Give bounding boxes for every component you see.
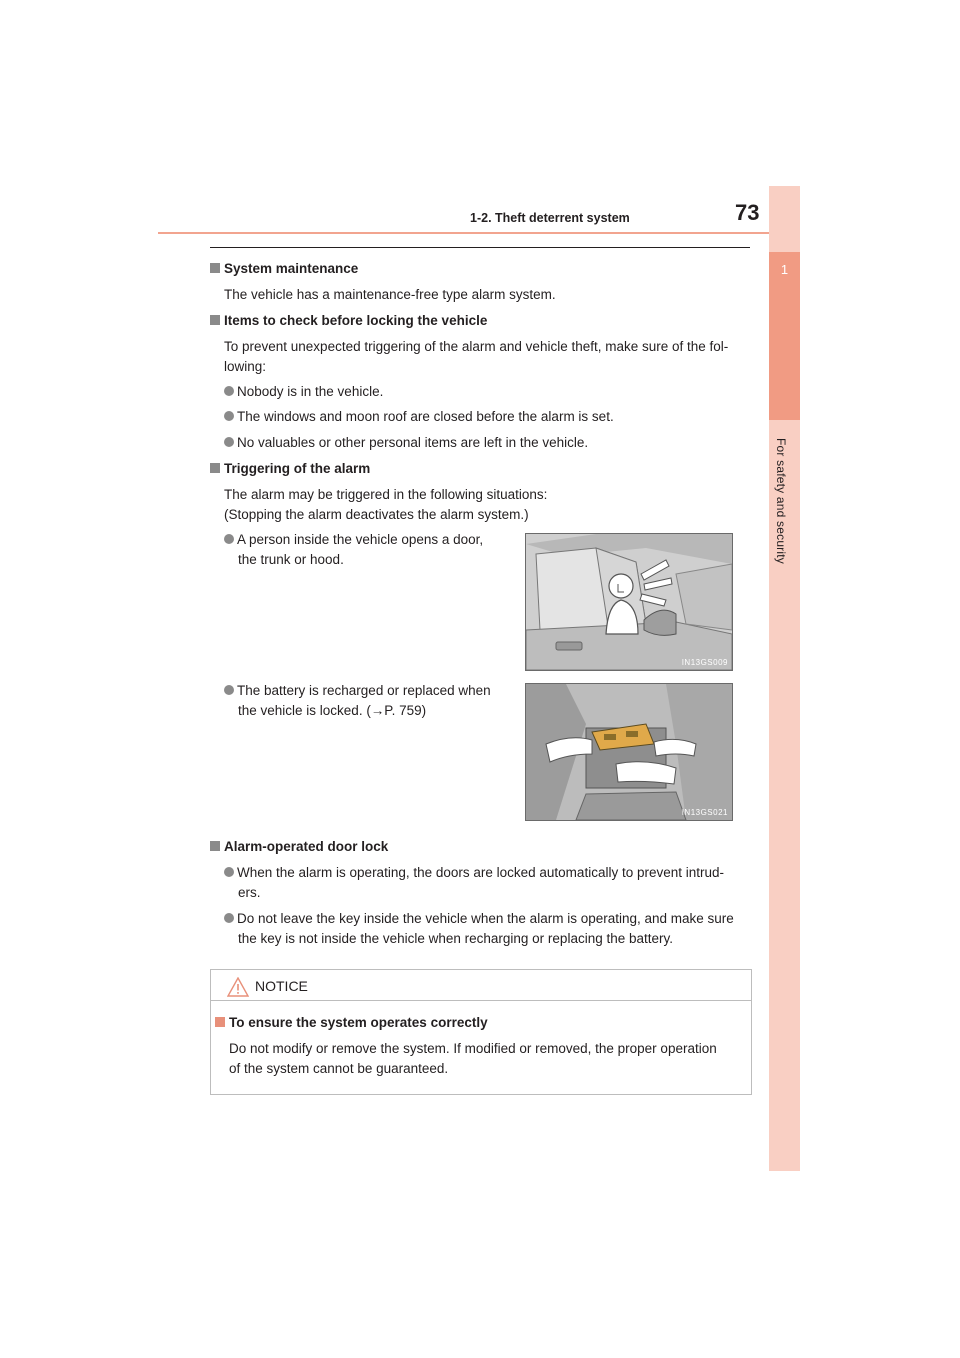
list-item: The windows and moon roof are closed before the alarm is set. bbox=[224, 406, 614, 428]
round-bullet-icon bbox=[224, 867, 234, 877]
items-check-heading: Items to check before locking the vehicle bbox=[210, 313, 487, 328]
section-title: 1-2. Theft deterrent system bbox=[470, 211, 630, 225]
list-item-continuation: ers. bbox=[238, 885, 261, 900]
header-divider bbox=[158, 232, 800, 234]
list-item-continuation: the trunk or hood. bbox=[238, 552, 344, 567]
maintenance-heading: System maintenance bbox=[210, 261, 358, 276]
square-bullet-icon bbox=[210, 263, 220, 273]
items-check-intro-line2: lowing: bbox=[224, 359, 267, 374]
list-item: Nobody is in the vehicle. bbox=[224, 381, 383, 403]
list-item: A person inside the vehicle opens a door, bbox=[224, 529, 483, 551]
figure-person-in-car bbox=[525, 533, 733, 671]
warning-triangle-icon bbox=[227, 977, 249, 997]
chapter-number: 1 bbox=[780, 262, 789, 277]
round-bullet-icon bbox=[224, 534, 234, 544]
triggering-line2: (Stopping the alarm deactivates the alarm system.) bbox=[224, 507, 529, 522]
notice-box bbox=[210, 969, 752, 1095]
round-bullet-icon bbox=[224, 913, 234, 923]
door-lock-heading: Alarm-operated door lock bbox=[210, 839, 388, 854]
notice-title: NOTICE bbox=[255, 978, 308, 994]
figure-code: IN13GS021 bbox=[681, 808, 728, 817]
triggering-line1: The alarm may be triggered in the following situations: bbox=[224, 487, 548, 502]
square-bullet-icon bbox=[210, 463, 220, 473]
list-item: No valuables or other personal items are left in the vehicle. bbox=[224, 432, 588, 454]
square-bullet-icon bbox=[210, 841, 220, 851]
notice-subtitle: To ensure the system operates correctly bbox=[215, 1015, 488, 1030]
engine-bay-illustration bbox=[526, 684, 732, 820]
list-item-continuation: the key is not inside the vehicle when recharging or replacing the battery. bbox=[238, 931, 673, 946]
triggering-heading: Triggering of the alarm bbox=[210, 461, 370, 476]
chapter-number-tab bbox=[769, 252, 800, 420]
round-bullet-icon bbox=[224, 386, 234, 396]
round-bullet-icon bbox=[224, 411, 234, 421]
maintenance-text: The vehicle has a maintenance-free type alarm system. bbox=[224, 287, 556, 302]
notice-text-line2: of the system cannot be guaranteed. bbox=[229, 1061, 449, 1076]
figure-battery-replacement bbox=[525, 683, 733, 821]
round-bullet-icon bbox=[224, 685, 234, 695]
list-item: Do not leave the key inside the vehicle when the alarm is operating, and make sure bbox=[224, 908, 734, 930]
list-item: The battery is recharged or replaced when bbox=[224, 680, 491, 702]
figure-code: IN13GS009 bbox=[681, 658, 728, 667]
round-bullet-icon bbox=[224, 437, 234, 447]
square-bullet-icon bbox=[215, 1017, 225, 1027]
notice-text-line1: Do not modify or remove the system. If modified or removed, the proper operation bbox=[229, 1041, 717, 1056]
content-top-rule bbox=[210, 247, 750, 248]
list-item-continuation: the vehicle is locked. (→P. 759) bbox=[238, 703, 427, 718]
items-check-intro-line1: To prevent unexpected triggering of the alarm and vehicle theft, make sure of the fol- bbox=[224, 339, 729, 354]
page-number: 73 bbox=[735, 200, 760, 225]
notice-header bbox=[211, 970, 751, 1001]
square-bullet-icon bbox=[210, 315, 220, 325]
chapter-title: For safety and security bbox=[774, 438, 788, 564]
list-item: When the alarm is operating, the doors are locked automatically to prevent intrud- bbox=[224, 862, 724, 884]
car-door-illustration bbox=[526, 534, 732, 670]
